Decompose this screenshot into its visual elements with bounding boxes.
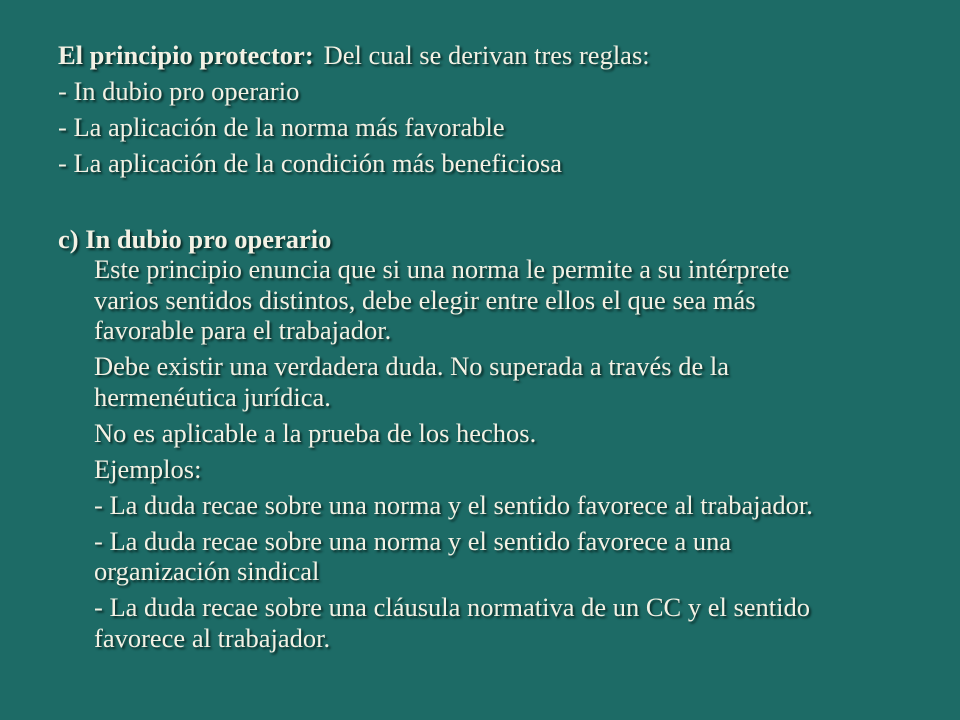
example-item xyxy=(94,526,938,587)
section-in-dubio xyxy=(58,224,938,654)
intro-text: Del cual se derivan tres reglas: xyxy=(323,39,650,70)
paragraph-line: Este principio enuncia que si una norma le permite a su intérprete xyxy=(94,254,790,285)
example-item xyxy=(94,490,938,521)
paragraph-line: Debe existir una verdadera duda. No superada a través de la xyxy=(94,351,729,382)
section-heading: c) In dubio pro operario xyxy=(58,223,332,254)
paragraph-not-applicable xyxy=(94,418,938,449)
intro-label: El principio protector: xyxy=(58,39,314,70)
paragraph-doubt xyxy=(94,351,938,412)
paragraph-definition xyxy=(94,254,938,346)
intro-block xyxy=(58,40,938,179)
rule-item: - La aplicación de la condición más beneficiosa xyxy=(58,147,563,178)
rule-item: - In dubio pro operario xyxy=(58,75,300,106)
intro-title-line xyxy=(58,40,938,71)
examples-label xyxy=(94,454,938,485)
paragraph-line: favorable para el trabajador. xyxy=(94,315,392,346)
paragraph-line: favorece al trabajador. xyxy=(94,622,331,653)
paragraph-line: varios sentidos distintos, debe elegir entre ellos el que sea más xyxy=(94,284,756,315)
rule-item: - La aplicación de la norma más favorable xyxy=(58,111,505,142)
paragraph-line: No es aplicable a la prueba de los hechos. xyxy=(94,417,537,448)
paragraph-line: - La duda recae sobre una norma y el sentido favorece a una xyxy=(94,525,732,556)
slide-body xyxy=(58,40,938,654)
paragraph-line: - La duda recae sobre una norma y el sentido favorece al trabajador. xyxy=(94,489,813,520)
paragraph-line: hermenéutica jurídica. xyxy=(94,381,331,412)
paragraph-line: Ejemplos: xyxy=(94,453,202,484)
paragraph-line: - La duda recae sobre una cláusula normativa de un CC y el sentido xyxy=(94,592,810,623)
section-paragraphs xyxy=(58,254,938,653)
example-item xyxy=(94,592,938,653)
paragraph-line: organización sindical xyxy=(94,556,320,587)
